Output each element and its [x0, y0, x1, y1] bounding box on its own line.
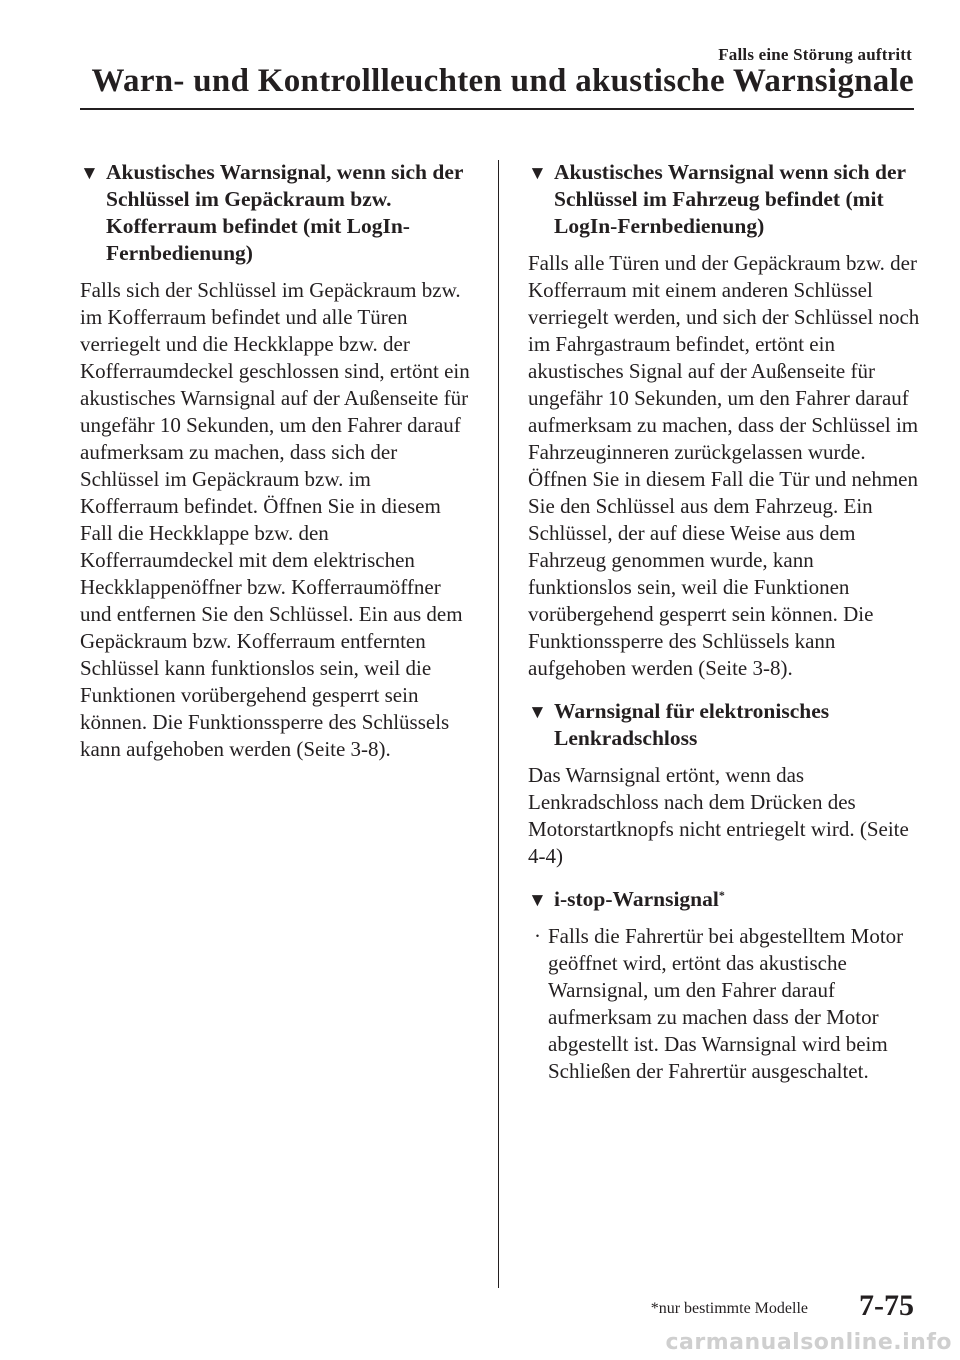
section-heading-key-in-vehicle [528, 159, 920, 240]
section-heading-text: Akustisches Warnsignal wenn sich der Schlüssel im Fahrzeug befindet (mit LogIn-Fernbedienung) [554, 160, 906, 238]
section-heading-i-stop [528, 886, 920, 913]
triangle-down-icon: ▼ [80, 163, 99, 184]
section-body-key-in-vehicle: Falls alle Türen und der Gepäckraum bzw. der Kofferraum mit einem anderen Schlüssel verriegelt werden, und sich der Schlüssel noch im Fahrgastraum befindet, ertönt ein akustisches Signal auf der Außenseite für ungefähr 10 Sekunden, um den Fahrer darauf aufmerksam zu machen, dass der Schlüssel im Fahrzeuginneren zurückgelassen wurde. Öffnen Sie in diesem Fall die Tür und nehmen Sie den Schlüssel aus dem Fahrzeug. Ein Schlüssel, der auf diese Weise aus dem Fahrzeug genommen wurde, kann funktionslos sein, weil die Funktionen vorübergehend gesperrt sein können. Die Funktionssperre des Schlüssels kann aufgehoben werden (Seite 3-8). [528, 251, 920, 680]
watermark: carmanualsonline.info [665, 1330, 952, 1355]
triangle-down-icon: ▼ [528, 890, 547, 911]
triangle-down-icon: ▼ [528, 702, 547, 723]
triangle-down-icon: ▼ [528, 163, 547, 184]
left-column [80, 159, 472, 773]
page-title: Warn- und Kontrollleuchten und akustische Warnsignale [91, 63, 914, 99]
bullet-dot-icon: · [534, 924, 541, 948]
section-heading-text: Warnsignal für elektronisches Lenkradschloss [554, 699, 830, 750]
right-column [528, 159, 920, 1085]
section-heading-text: i-stop-Warnsignal [554, 887, 719, 911]
section-body-steering-lock: Das Warnsignal ertönt, wenn das Lenkradschloss nach dem Drücken des Motorstartknopfs nicht entriegelt wird. (Seite 4-4) [528, 763, 909, 868]
header-rule [80, 108, 914, 110]
column-divider [498, 160, 499, 1288]
section-body-key-in-trunk: Falls sich der Schlüssel im Gepäckraum bzw. im Kofferraum befindet und alle Türen verriegelt und die Heckklappe bzw. der Kofferraumdeckel geschlossen sind, ertönt ein akustisches Warnsignal auf der Außenseite für ungefähr 10 Sekunden, um den Fahrer darauf aufmerksam zu machen, dass sich der Schlüssel im Gepäckraum bzw. im Kofferraum befindet. Öffnen Sie in diesem Fall die Heckklappe bzw. den Kofferraumdeckel mit dem elektrischen Heckklappenöffner bzw. Kofferraumöffner und entfernen Sie den Schlüssel. Ein aus dem Gepäckraum bzw. Kofferraum entfernten Schlüssel kann funktionslos sein, weil die Funktionen vorübergehend gesperrt sein können. Die Funktionssperre des Schlüssels kann aufgehoben werden (Seite 3-8). [80, 278, 470, 761]
section-heading-key-in-trunk [80, 159, 472, 267]
list-item-text: Falls die Fahrertür bei abgestelltem Motor geöffnet wird, ertönt das akustische Warnsignal, um den Fahrer darauf aufmerksam zu machen dass der Motor abgestellt ist. Das Warnsignal wird beim Schließen der Fahrertür ausgeschaltet. [548, 924, 904, 1083]
footnote-asterisk: * [718, 888, 725, 902]
chapter-subtitle: Falls eine Störung auftritt [718, 45, 912, 64]
page-number: 7-75 [859, 1289, 914, 1322]
footnote: *nur bestimmte Modelle [650, 1300, 808, 1317]
section-heading-steering-lock [528, 698, 920, 752]
list-item [528, 923, 920, 1085]
section-heading-text: Akustisches Warnsignal, wenn sich der Schlüssel im Gepäckraum bzw. Kofferraum befindet (mit LogIn-Fernbedienung) [106, 160, 464, 265]
